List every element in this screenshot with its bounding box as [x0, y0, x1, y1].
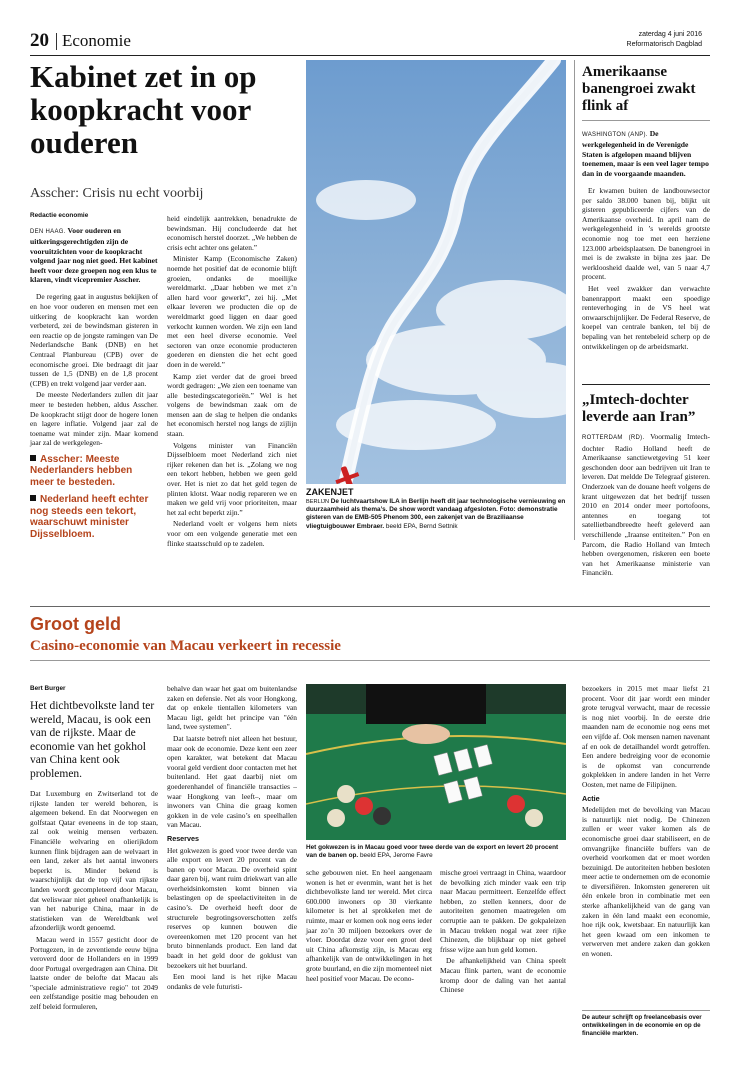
- page-header: [30, 30, 710, 54]
- paragraph: bezoekers in 2015 met maar liefst 21 procent. Voor dit jaar wordt een minder grote terugval verwacht, maar de recessie is nog niet voorbij. In de eerste drie maanden nam de economie nog eens met een vijfde af. Ook mensen namen navenant af en ook de detailhandel wordt getroffen. Een andere bedreiging voor de economie is de opkomst van concurrende gokplekken in andere landen in het Verre Oosten, met name de Filipijnen.: [582, 684, 710, 789]
- side-intro: [582, 129, 710, 178]
- kicker: Groot geld: [30, 614, 121, 634]
- paragraph-text: Voormalig Imtech-dochter Radio Holland heeft de Amerikaanse sanctiewetgeving 51 keer geschonden door aan bedrijven uit Iran te leveren. Dat meldde De Telegraaf gisteren. Onderzoek van de douane heeft volgens de krant uitgewezen dat het bedrijf tussen 2010 en 2014 onder meer portofoons, antennes en toegang tot satellietbandbreedte heeft geleverd aan verschillende „Iraanse entiteiten.” Pon en Parcom, die Radio Holland van Imtech hebben overgenomen, riskeren een boete van het Amerikaanse ministerie van Financiën.: [582, 432, 710, 578]
- paragraph: Macau werd in 1557 gesticht door de Portugezen, in de zeventiende eeuw bijna veroverd door de Hollanders en in 1999 door Portugal overgedragen aan China. Dit laatste onder de belofte dat Macau als "speciale administratieve regio" tot 2049 een zelfstandige positie mag behouden en zelf beleid formuleren,: [30, 934, 158, 1012]
- bottom-col1-body: [30, 789, 158, 1012]
- casino-table-image: [306, 684, 566, 840]
- side-divider: [582, 384, 710, 385]
- header-rule: [30, 55, 710, 56]
- paragraph: behalve dan waar het gaat om buitenlandse zaken en defensie. Net als voor Hongkong, dat op enkele tientallen kilometers van Macau ligt, geldt het principe van "één land, twee systemen".: [167, 684, 297, 732]
- square-bullet-icon: [30, 495, 36, 501]
- pull-quote: [30, 454, 158, 489]
- bottom-headline: Casino-economie van Macau verkeert in recessie: [30, 638, 341, 654]
- side-column-rule: [574, 60, 575, 540]
- paragraph: De meeste Nederlanders zullen dit jaar meer te besteden hebben, aldus Asscher. De koopkracht stijgt door de hogere lonen en lagere inflatie. Volgend jaar zal de toename wat minder zijn. Maar komend jaar zal de werkgelegen-: [30, 390, 158, 448]
- header-date: zaterdag 4 juni 2016: [638, 31, 702, 38]
- paragraph: De afhankelijkheid van China speelt Macau flink parten, want de economie kromp door de daling van het aantal Chinese: [440, 956, 566, 995]
- lead-dateline: DEN HAAG.: [30, 229, 66, 235]
- lead-subhead: Asscher: Crisis nu echt voorbij: [30, 186, 204, 201]
- photo-caption-box: [306, 484, 566, 538]
- photo-credit: beeld EPA, Jerome Favre: [359, 852, 433, 860]
- side-body: [582, 432, 710, 578]
- bottom-column-5: [582, 684, 710, 961]
- paragraph: Het gokwezen is goed voor twee derde van alle export en levert 20 procent van de banen op voor Macau. De overheid spint daar garen bij, want ruim driekwart van alle overheidsinkomsten komt binnen via belastingen op de speelactiviteiten in de casino’s. De overheid heeft door de structurele begrotingsoverschotten zelfs reserves op kunnen bouwen die overeenkomen met 120 procent van het bruto binnenlands product. Een land dat baadt in het geld door de goklust van bezoekers uit het buurland.: [167, 845, 297, 970]
- section-title: Economie: [62, 31, 131, 50]
- paragraph: mische groei vertraagt in China, waardoor de bevolking zich minder vaak een trip naar Macau permitteert. Eenzelfde effect hebben, zo stellen kenners, door de autoriteiten genomen maatregelen om corruptie aan te pakken. De gokpaleizen in Macau trekken nogal wat zeer rijke Chinezen, die blijkbaar op niet geheel frisse wijze aan hun geld komen.: [440, 868, 566, 954]
- subheading: Actie: [582, 793, 600, 803]
- pull-quote: [30, 494, 158, 540]
- lead-col1-body: [30, 292, 158, 448]
- lead-intro: [30, 226, 158, 284]
- photo-dateline: BERLIJN: [306, 499, 330, 505]
- casino-photo: [306, 684, 566, 840]
- paragraph: De regering gaat in augustus bekijken of en hoe voor ouderen en mensen met een uitkering de koopkracht kan worden verbeterd, zei de bewindsman gisteren in een reactie op de jongste ramingen van De Nederlandsche Bank (DNB) en het Centraal Planbureau (CPB) over de economische groei. Die bedraagt dit jaar tussen de 1,5 (DNB) en de 1,8 procent (CPB) en trekt volgend jaar verder aan.: [30, 292, 158, 388]
- photo-credit: beeld EPA, Bernd Settnik: [385, 522, 458, 530]
- lead-headline: Kabinet zet in op koopkracht voor ouderen: [30, 59, 257, 160]
- footnote-rule: [582, 1010, 710, 1011]
- paragraph: sche gebouwen niet. En heel aangenaam wonen is het er evenmin, want het is het dichtbevolkste land ter wereld. Met circa 600.000 inwoners op 30 vierkante kilometer is het al sprokkelen met de ruimte, maar er komen ook nog eens ieder jaar zo’n 30 miljoen bezoekers over de vloer. Doordat deze voor een groot deel uit China afkomstig zijn, is Macau erg afhankelijk van de ontwikkelingen in het grote buurland, en die zijn momenteel niet heel positief voor Macau. De econo-: [306, 868, 432, 983]
- section-rule: [30, 606, 710, 607]
- airshow-photo: [306, 60, 566, 538]
- side-headline: Amerikaanse banengroei zwakt flink af: [582, 64, 696, 114]
- side-headline: „Imtech-dochter leverde aan Iran”: [582, 392, 696, 425]
- paragraph: Minister Kamp (Economische Zaken) noemde het positief dat de economie blijft groeien, ondanks de moeilijke wereldmarkt. „Daar hebben we met z’n allen hard voor gewerkt”, zei hij. „Met elkaar leveren we producten die op de wereldmarkt goed liggen en daar goed verkocht kunnen worden. We zijn een land met een heel diverse economie. Veel sectoren van onze economie producteren goederen en diensten die het echt goed doen in de wereld.”: [167, 254, 297, 369]
- side-body: [582, 186, 710, 351]
- paragraph: Er kwamen buiten de landbouwsector per saldo 38.000 banen bij, blijkt uit gisteren gepubliceerde cijfers van de Amerikaanse overheid. In april nam de werkgelegenheid in ’s werelds grootste economie nog toe met een herziene 123.000 arbeidsplaatsen. De banengroei in mei is de zwakste in bijna zes jaar. De werkloosheid daalde wel, van 5 naar 4,7 procent.: [582, 186, 710, 282]
- side-rule: [582, 120, 710, 121]
- side-dateline: ROTTERDAM (RD).: [582, 435, 645, 441]
- side-article-imtech: [582, 392, 710, 580]
- paragraph: Medelijden met de bevolking van Macau is natuurlijk niet nodig. De Chinezen zullen er weer vaker komen als de economische groei daar stabiliseert, en de omvangrijke financiële buffers van de overheid voorkomen dat er moet worden bezuinigd. De autoriteiten hebben besloten meer actie te ondernemen om de economie te diversifiëren. Inkomsten genereren uit één enkele bron in combinatie met een sterke afhankelijkheid van de gang van zaken in één land maakt een economie, hoe rijk ook, kwetsbaar. En natuurlijk kan het geen kwaad om een inkomen te verwerven met andere zaken dan gokken en wonen.: [582, 805, 710, 959]
- paragraph: Dat Luxemburg en Zwitserland tot de rijkste landen ter wereld behoren, is algemeen bekend. En dat Noorwegen en golfstaat Qatar eveneens in de top staan, zal ook weinig mensen verbazen. Financiële welvaring en olierijkdom kunnen flink bijdragen aan de welvaart in een land, zeker als het aantal inwoners beperkt is. Minder bekend is waarschijnlijk dat de top vijf van rijkste landen wordt gecompleteerd door Macau, dat weliswaar niet geheel onafhankelijk is van het naburige China, maar in de statistieken van de Wereldbank wel afzonderlijk wordt genoemd.: [30, 789, 158, 933]
- lead-column-2: [167, 214, 297, 550]
- side-article-banengroei: [582, 64, 710, 353]
- lead-intro-text: Voor ouderen en uitkeringsgerechtigden zijn de vooruitzichten voor de koopkracht volgend jaar nog niet goed. Het kabinet heeft voor deze groepen nog een klus te klaren, vindt vicepremier Asscher.: [30, 226, 158, 285]
- square-bullet-icon: [30, 455, 36, 461]
- paragraph: [582, 432, 710, 578]
- photo-title: ZAKENJET: [306, 487, 354, 497]
- pull-quote-text: Nederland heeft echter nog steeds een tekort, waarschuwt minister Dijsselbloem.: [30, 494, 149, 540]
- jet-smoke-image: [306, 60, 566, 538]
- headline-rule: [30, 660, 710, 661]
- photo-caption-text: De luchtvaartshow ILA in Berlijn heeft dit jaar technologische vernieuwing en duurzaamheid als thema’s. De show wordt vandaag afgesloten. Foto: demonstratie gisteren van de EMB-505 Phenom 300, een zakenjet van de Braziliaanse vliegtuigbouwer Embraer.: [306, 498, 566, 530]
- photo-caption: [306, 498, 566, 531]
- bottom-byline: Bert Burger: [30, 685, 66, 692]
- subheading: Reserves: [167, 833, 199, 843]
- bottom-column-3: [306, 868, 432, 985]
- header-paper: Reformatorisch Dagblad: [626, 41, 702, 48]
- lead-column-1: [30, 226, 158, 540]
- casino-photo-caption: [306, 844, 566, 860]
- side-dateline: WASHINGTON (ANP).: [582, 132, 648, 138]
- pull-quote-text: Asscher: Meeste Nederlanders hebben meer te besteden.: [30, 453, 133, 488]
- paragraph: heid eindelijk aantrekken, benadrukte de bewindsman. Hij concludeerde dat het economisch herstel doorzet. „We hebben de crisis echt achter ons gelaten.”: [167, 214, 297, 252]
- paragraph: Het veel zwakker dan verwachte banenrapport maakt een spoedige renteverhoging in de VS heel wat onwaarschijnlijker. De Federal Reserve, de koepel van centrale banken, tel bij de bepaling van het rentebeleid scherp op de ontwikkelingen op de arbeidsmarkt.: [582, 283, 710, 351]
- bottom-column-1: [30, 700, 158, 1014]
- header-divider: [56, 33, 57, 50]
- bottom-column-2: [167, 684, 297, 993]
- paragraph: Een mooi land is het rijke Macau ondanks de vele futuristi-: [167, 972, 297, 991]
- bottom-column-4: [440, 868, 566, 997]
- lead-byline: Redactie economie: [30, 212, 89, 219]
- caption-text: Het gokwezen is in Macau goed voor twee derde van de export en levert 20 procent van de banen op.: [306, 844, 559, 860]
- paragraph: Volgens minister van Financiën Dijsselbloem moet Nederland zich niet rijker rekenen dan het is. „Zolang we nog een tekort hebben, hebben we geen geld over. Het is niet zo dat het geld tegen de plinten klotst. Waar nodig repareren we en maken we geld vrij voor prioriteiten, maar het zal echt beperkt zijn.”: [167, 440, 297, 517]
- paragraph: Nederland voelt er volgens hem niets voor om een volgende generatie met een flinke staatsschuld op te zadelen.: [167, 519, 297, 548]
- paragraph: Dat laatste betreft niet alleen het bestuur, maar ook de economie. Deze kent een zeer open karakter, wat betekent dat Macau vooral geld verdient door contacten met het buitenland. Het gaat daarbij niet om goederenhandel of financiële transacties –waar Hongkong van leeft–, maar om inwoners van China die graag komen gokken in de vele casino’s en speelhallen van Macau.: [167, 733, 297, 830]
- page-number: 20: [30, 30, 49, 51]
- bottom-intro: Het dichtbevolkste land ter wereld, Macau, is ook een van de rijkste. Maar de economie van het gokhol van China kent ook problemen.: [30, 700, 155, 780]
- paragraph: Kamp ziet verder dat de groei breed wordt gedragen: „We zien een toename van alle bestedingscategorieën.” Wel is het volgens de bewindsman zaak om de mensen aan de slag te helpen die ondanks het economisch herstel nog langs de zijlijn staan.: [167, 371, 297, 439]
- author-footnote: De auteur schrijft op freelancebasis over ontwikkelingen in de economie en op de financiële markten.: [582, 1014, 702, 1037]
- side-intro-text: De werkgelegenheid in de Verenigde Staten is afgelopen maand blijven toenemen, maar is een veel lager tempo dan in de voorgaande maanden.: [582, 129, 709, 178]
